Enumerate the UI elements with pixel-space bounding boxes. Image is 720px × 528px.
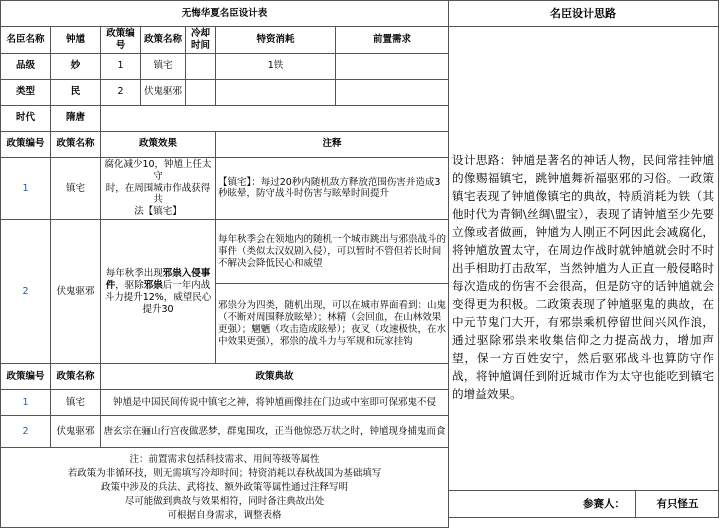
effect-no: 2 — [1, 220, 51, 364]
effect-header-name: 政策名称 — [51, 131, 101, 157]
design-idea-title: 名臣设计思路 — [448, 1, 718, 27]
effect-line: 法【镇宅】 — [134, 206, 182, 218]
row-value: 隋唐 — [51, 105, 101, 131]
footer-notes — [1, 448, 449, 528]
cost — [216, 79, 336, 105]
footer-note: 可根据自身需求，调整表格 — [167, 509, 282, 521]
row-label: 品级 — [1, 53, 51, 79]
effect-pre: 每年秋季出现 — [105, 267, 163, 279]
row-value: 妙 — [51, 53, 101, 79]
allusion-name: 镇宅 — [51, 390, 101, 416]
effect-bold: 邪祟 — [143, 279, 163, 291]
footer-note: 政策中涉及的兵法、武将技、额外政策等属性通过注释写明 — [101, 481, 349, 493]
allusion-header-no: 政策编号 — [1, 364, 51, 390]
effect-text — [101, 220, 216, 364]
participant-name: 有只怪五 — [656, 498, 699, 510]
effect-mid: ，驱除 — [115, 279, 144, 291]
participant-label: 参赛人： — [448, 491, 636, 517]
effect-text — [101, 157, 216, 219]
effect-bold: 邪祟入侵事件 — [105, 267, 211, 291]
row-label: 时代 — [1, 105, 51, 131]
effect-note: 每年秋季会在领地内的随机一个城市跳出与邪祟战斗的事件（类似太汉奴剧入侵），可以暂时不管但若长时间不解决会降低民心和威望 — [216, 220, 449, 284]
effect-header-no: 政策编号 — [1, 131, 51, 157]
cost: 1铁 — [216, 53, 336, 79]
cooldown — [186, 79, 216, 105]
allusion-no: 2 — [1, 416, 51, 448]
allusion-header-text: 政策典故 — [101, 364, 449, 390]
header-cell: 政策名称 — [141, 27, 186, 54]
policy-name: 镇宅 — [141, 53, 186, 79]
prereq — [336, 79, 449, 105]
effect-name: 伏鬼驱邪 — [51, 220, 101, 364]
design-idea-text: 设计思路：钟馗是著名的神话人物，民间常挂钟馗的像赐福镇宅，跳钟馗舞祈福驱邪的习俗。一政策镇宅表现了钟馗像镇宅的典故，特质消耗为铁（其他时代为青铜\丝绸\盟宝），表现了请钟馗至少先要立像或者做画，钟馗为人刚正不阿因此会减腐化，将钟馗放置太守，在周边作战时就钟馗就会时不时出手相助打击敌军，当然钟馗为人正直一般侵略时每次造成的伤害不会很高，但是防守的话钟馗就会变得更为积极。二政策表现了钟馗驱鬼的典故，在中元节鬼门大开，有邪祟乘机停留世间兴风作浪，通过驱除邪祟来收集信仰之力提高战力，增加声望，保一方百姓安宁，然后驱邪战斗也算防守作战，将钟馗调任到附近城市作为太守也能吃到镇宅的增益效果。 — [452, 153, 714, 401]
effect-note: 【镇宅】：每过20秒内随机敌方释放范围伤害并造成3秒眩晕，防守战斗时伤害与眩晕时间提升 — [216, 157, 449, 219]
header-cell: 政策编号 — [101, 27, 141, 54]
table-title: 无悔华夏名臣设计表 — [1, 1, 449, 27]
policy-no: 1 — [101, 53, 141, 79]
effect-header-effect: 政策效果 — [101, 131, 216, 157]
header-cell: 名臣名称 — [1, 27, 51, 54]
design-idea-panel — [448, 0, 719, 518]
row-label: 类型 — [1, 79, 51, 105]
policy-no: 2 — [101, 79, 141, 105]
cooldown — [186, 53, 216, 79]
effect-header-notes: 注释 — [216, 131, 449, 157]
header-cell: 冷却时间 — [186, 27, 216, 54]
participant-row — [448, 490, 719, 517]
effect-name: 镇宅 — [51, 157, 101, 219]
effect-note: 邪祟分为四类，随机出现，可以在城市界面看到：山鬼（不断对周围释放眩晕）；林精（会回血，在山林效果更强）；魍魉（攻击造成眩晕）；夜叉（攻速极快，在水中效果更强），邪祟的战斗力与军规和玩家挂钩 — [216, 284, 449, 364]
footer-note: 尽可能做到典故与效果相符，同时备注典故出处 — [124, 495, 325, 507]
row-value: 民 — [51, 79, 101, 105]
footer-note: 若政策为非循环技，则无需填写冷却时间；特资消耗以春秋战国为基础填写 — [67, 467, 382, 479]
effect-line: 腐化减少10，钟馗上任太守 — [104, 158, 212, 182]
allusion-header-name: 政策名称 — [51, 364, 101, 390]
allusion-no: 1 — [1, 390, 51, 416]
policy-name: 伏鬼驱邪 — [141, 79, 186, 105]
allusion-name: 伏鬼驱邪 — [51, 416, 101, 448]
footer-note: 注：前置需求包括科技需求、用间等级等属性 — [129, 453, 320, 465]
header-cell: 钟馗 — [51, 27, 101, 54]
header-cell: 前置需求 — [336, 27, 449, 54]
header-cell: 特资消耗 — [216, 27, 336, 54]
prereq — [336, 53, 449, 79]
allusion-text: 钟馗是中国民间传说中镇宅之神，将钟馗画像挂在门边或中室即可保邪鬼不侵 — [101, 390, 449, 416]
effect-no: 1 — [1, 157, 51, 219]
empty-cell — [101, 105, 449, 131]
allusion-text: 唐玄宗在骊山行宫夜做恶梦，群鬼围攻，正当他惊恐万状之时，钟馗现身捕鬼而食 — [101, 416, 449, 448]
effect-line: 时，在周围城市作战获得共 — [105, 182, 211, 206]
effect-post: 后一年内战斗力提升12%，威望民心提升30 — [104, 279, 212, 315]
